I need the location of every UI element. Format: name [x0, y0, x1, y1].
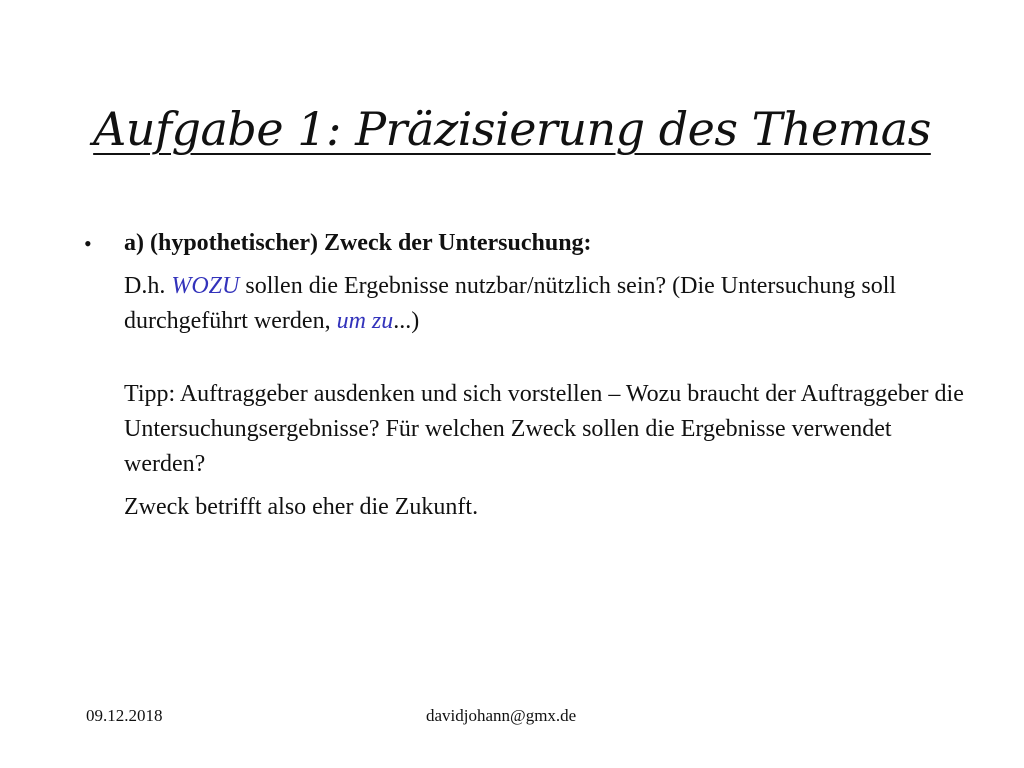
- paragraph-tip: Tipp: Auftraggeber ausdenken und sich vorstellen – Wozu braucht der Auftraggeber die Untersuchungsergebnisse? Für welchen Zweck sollen die Ergebnisse verwendet werden?: [124, 381, 964, 477]
- paragraph-text: sollen die Ergebnisse nutzbar/nützlich sein? (Die Untersuchung soll durchgeführt werden,: [124, 273, 897, 334]
- paragraph-conclusion: Zweck betrifft also eher die Zukunft.: [124, 494, 479, 520]
- bullet-icon: •: [84, 231, 92, 256]
- slide-content: [84, 226, 964, 525]
- paragraph-text: D.h.: [124, 273, 172, 299]
- paragraph-text: ...): [393, 308, 420, 334]
- emphasis-um-zu: um zu: [336, 308, 394, 334]
- bullet-item: [84, 226, 964, 261]
- footer-email: davidjohann@gmx.de: [426, 706, 577, 725]
- emphasis-wozu: WOZU: [171, 273, 240, 299]
- bullet-heading: a) (hypothetischer) Zweck der Untersuchung:: [124, 230, 592, 256]
- paragraph-purpose: [124, 269, 964, 339]
- slide-title: Aufgabe 1: Präzisierung des Themas: [93, 102, 931, 156]
- footer-date: 09.12.2018: [86, 706, 163, 725]
